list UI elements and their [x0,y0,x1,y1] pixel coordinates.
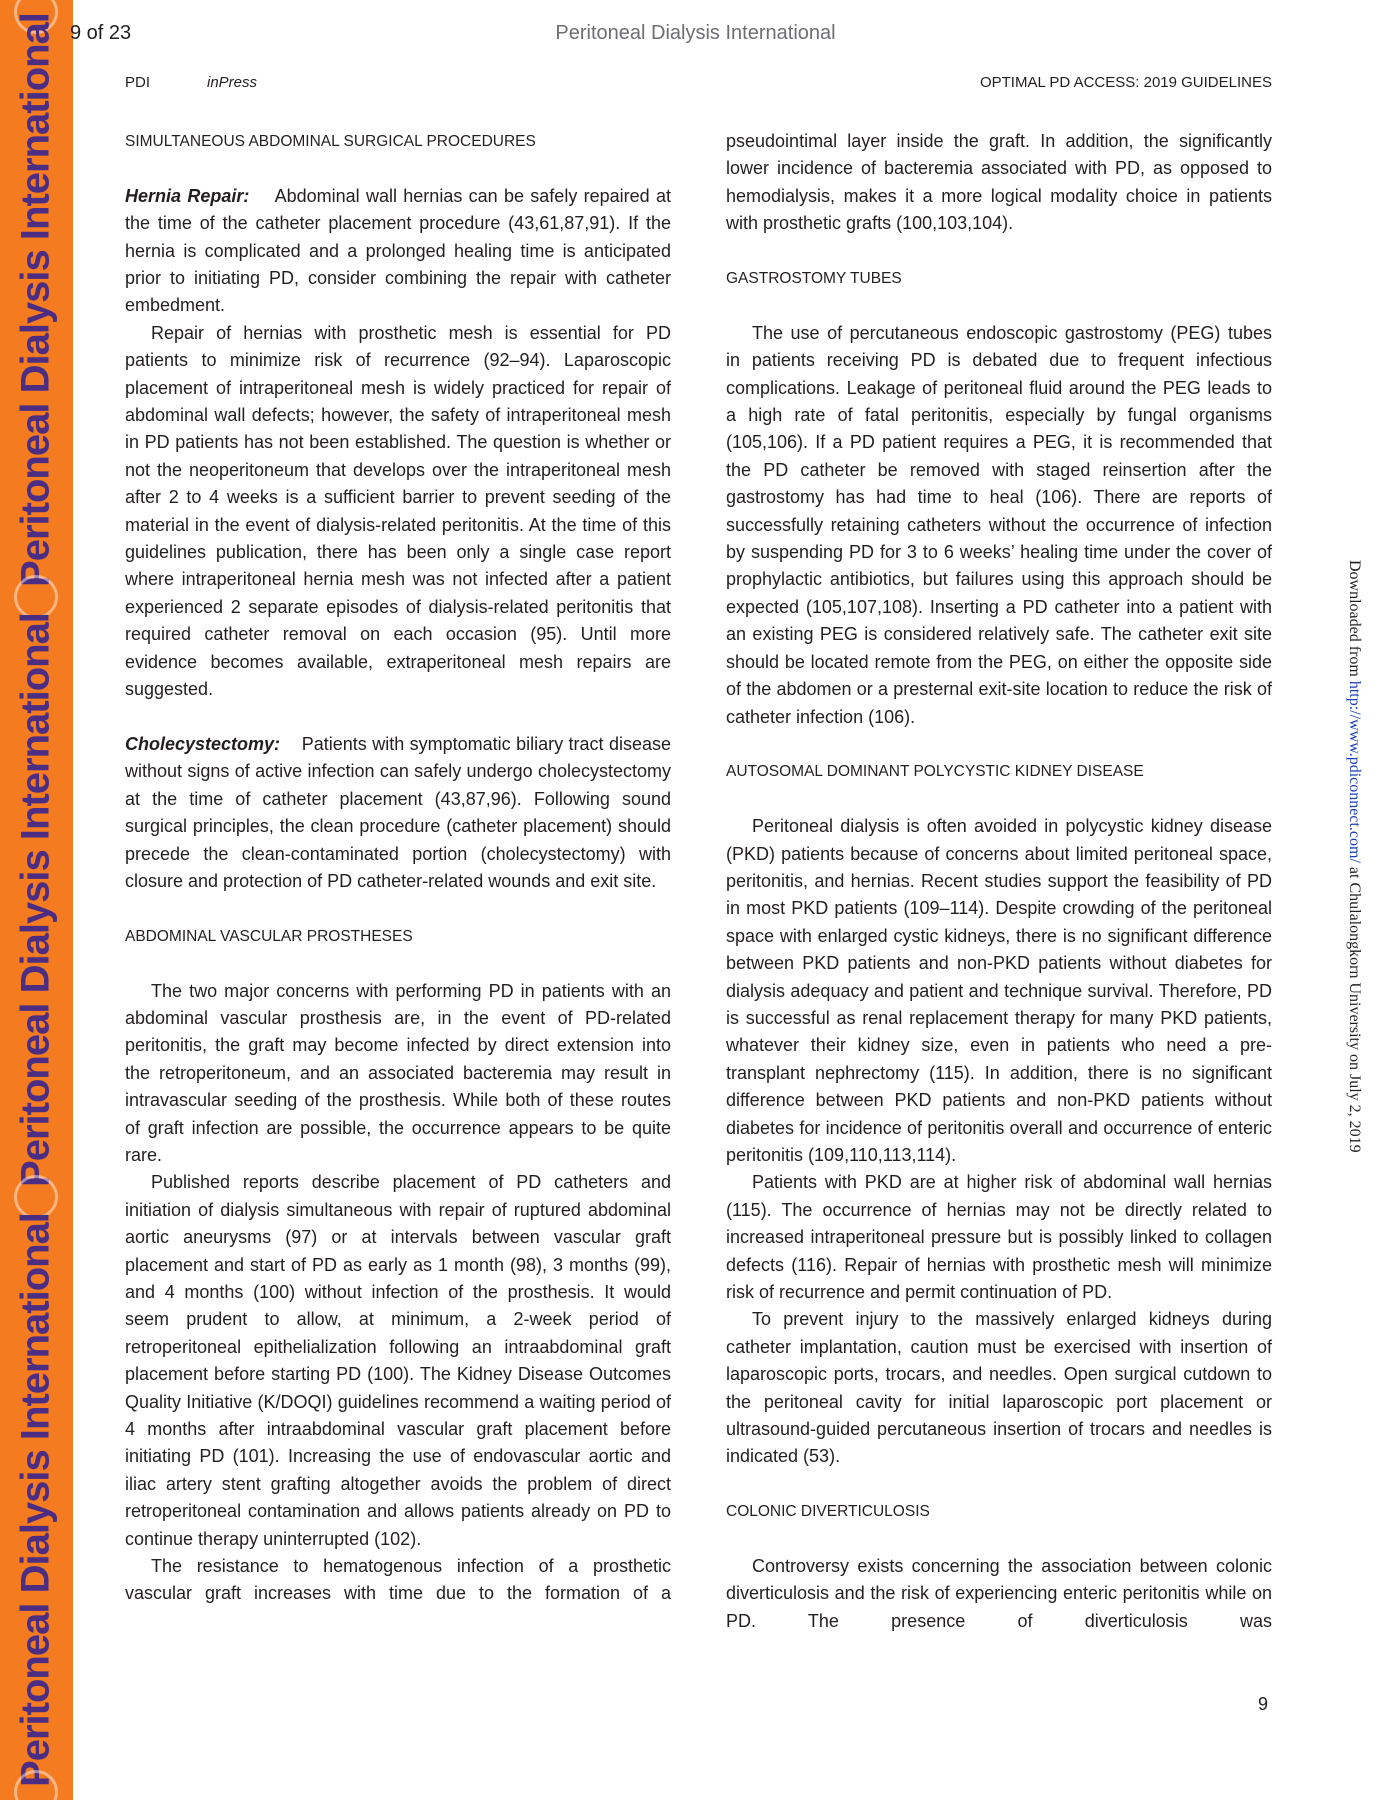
page-count: 9 of 23 [70,22,132,44]
download-notice [1345,560,1363,1153]
pdiconnect-link[interactable]: http://www.pdiconnect.com/ [1346,680,1363,863]
running-head-title: OPTIMAL PD ACCESS: 2019 GUIDELINES [979,74,1272,91]
left-column [125,128,671,1608]
paragraph-text: Abdominal wall hernias can be safely repaired at the time of the catheter placement procedure (43,61,87,91). If the hernia is complicated and a prolonged healing time is anticipated prior to initiating PD, consider combining the repair with catheter embedment. [125,185,671,316]
paragraph: Patients with PKD are at higher risk of abdominal wall hernias (115). The occurrence of hernias may not be directly related to increased intraperitoneal pressure but is possibly linked to collagen defects (116). Repair of hernias with prosthetic mesh will minimize risk of recurrence and permit continuation of PD. [726,1172,1272,1302]
paragraph: Repair of hernias with prosthetic mesh is essential for PD patients to minimize risk of recurrence (92–94). Laparoscopic placement of intraperitoneal mesh is widely practiced for repair of abdominal wall defects; however, the safety of intraperitoneal mesh in PD patients has not been established. The question is whether or not the neoperitoneum that develops over the intraperitoneal mesh after 2 to 4 weeks is a sufficient barrier to prevent seeding of the material in the event of dialysis-related peritonitis. At the time of this guidelines publication, there has been only a single case report where intraperitoneal hernia mesh was not infected after a patient experienced 2 separate episodes of dialysis-related peritonitis that required catheter removal on each occasion (95). Until more evidence becomes available, extraperitoneal mesh repairs are suggested. [125,322,671,700]
section-heading: AUTOSOMAL DOMINANT POLYCYSTIC KIDNEY DISEASE [726,763,1144,781]
paragraph: pseudointimal layer inside the graft. In addition, the significantly lower incidence of bacteremia associated with PD, as opposed to hemodialysis, makes it a more logical modality choice in patients with prosthetic grafts (100,103,104). [726,131,1272,234]
section-heading: COLONIC DIVERTICULOSIS [726,1503,930,1521]
paragraph: To prevent injury to the massively enlarged kidneys during catheter implantation, caution must be exercised with insertion of laparoscopic ports, trocars, and needles. Open surgical cutdown to the peritoneal cavity for initial laparoscopic port placement or ultrasound-guided percutaneous insertion of trocars and needles is indicated (53). [726,1309,1272,1467]
running-head-journal: PDI [125,74,151,91]
paragraph [125,731,671,895]
paragraph: The use of percutaneous endoscopic gastrostomy (PEG) tubes in patients receiving PD is debated due to frequent infectious complications. Leakage of peritoneal fluid around the PEG leads to a high rate of fatal peritonitis, especially by fungal organisms (105,106). If a PD patient requires a PEG, it is recommended that the PD catheter be removed with staged reinsertion after the gastrostomy has had time to heal (106). There are reports of successfully retaining catheters without the occurrence of infection by suspending PD for 3 to 6 weeks’ healing time under the cover of prophylactic antibiotics, but failures using this approach should be expected (105,107,108). Inserting a PD catheter into a patient with an existing PEG is considered relatively safe. The catheter exit site should be located remote from the PEG, on either the opposite side of the abdomen or a presternal exit-site location to reduce the risk of catheter infection (106). [726,322,1272,727]
paragraph: Peritoneal dialysis is often avoided in polycystic kidney disease (PKD) patients because of concerns about limited peritoneal space, peritonitis, and hernias. Recent studies support the feasibility of PD in most PKD patients (109–114). Despite crowding of the peritoneal space with enlarged cystic kidneys, there is no significant difference between PKD patients and non-PKD patients without diabetes for dialysis adequacy and patient and technique survival. Therefore, PD is successful as renal replacement therapy for many PKD patients, whatever their kidney size, even in patients who need a pre-transplant nephrectomy (115). In addition, there is no significant difference between PKD patients and non-PKD patients without diabetes for incidence of peritonitis overall and occurrence of enteric peritonitis (109,110,113,114). [726,816,1272,1165]
section-heading: ABDOMINAL VASCULAR PROSTHESES [125,927,413,945]
download-prefix: Downloaded from [1346,560,1363,677]
run-in-heading: Cholecystectomy: [125,733,281,754]
running-head-status: inPress [207,74,258,91]
journal-title: Peritoneal Dialysis International [555,22,836,44]
viewer-header [0,22,1391,50]
right-column [726,128,1272,1635]
journal-sidebar-banner [0,0,73,1800]
sidebar-brand-text: Peritoneal Dialysis International [13,13,58,587]
paragraph: The resistance to hematogenous infection of a prosthetic vascular graft increases with time due to the formation of a [125,1556,671,1604]
paragraph: The two major concerns with performing PD in patients with an abdominal vascular prosthesis are, in the event of PD-related peritonitis, the graft may become infected by direct extension into the retroperitoneum, and an associated bacteremia may result in intravascular seeding of the prosthesis. While both of these routes of graft infection are possible, the occurrence appears to be quite rare. [125,980,671,1165]
sidebar-brand-text: Peritoneal Dialysis International [13,613,58,1187]
download-suffix: at Chulalongkorn University on July 2, 2019 [1346,866,1363,1153]
paragraph: Controversy exists concerning the association between colonic diverticulosis and the risk of experiencing enteric peritonitis while on PD. The presence of diverticulosis was [726,1556,1272,1631]
page-number: 9 [1258,1694,1269,1714]
paragraph: Published reports describe placement of PD catheters and initiation of dialysis simultaneous with repair of ruptured abdominal aortic aneurysms (97) or at intervals between vascular graft placement and start of PD as early as 1 month (98), 3 months (99), and 4 months (100) without infection of the prosthesis. It would seem prudent to allow, at minimum, a 2-week period of retroperitoneal epithelialization following an intraabdominal graft placement before starting PD (100). The Kidney Disease Outcomes Quality Initiative (K/DOQI) guidelines recommend a waiting period of 4 months after intraabdominal vascular graft placement before initiating PD (101). Increasing the use of endovascular aortic and iliac artery stent grafting altogether avoids the problem of direct retroperitoneal contamination and allows patients already on PD to continue therapy uninterrupted (102). [125,1172,671,1549]
section-heading: SIMULTANEOUS ABDOMINAL SURGICAL PROCEDURES [125,133,536,150]
paragraph [125,183,671,320]
run-in-heading: Hernia Repair: [125,185,250,206]
section-heading: GASTROSTOMY TUBES [726,270,902,288]
sidebar-brand-text: Peritoneal Dialysis International [13,1213,58,1787]
paragraph-text: Patients with symptomatic biliary tract disease without signs of active infection can safely undergo cholecystectomy at the time of catheter placement (43,87,96). Following sound surgical principles, the clean procedure (catheter placement) should precede the clean-contaminated portion (cholecystectomy) with closure and protection of PD catheter-related wounds and exit site. [125,733,671,891]
